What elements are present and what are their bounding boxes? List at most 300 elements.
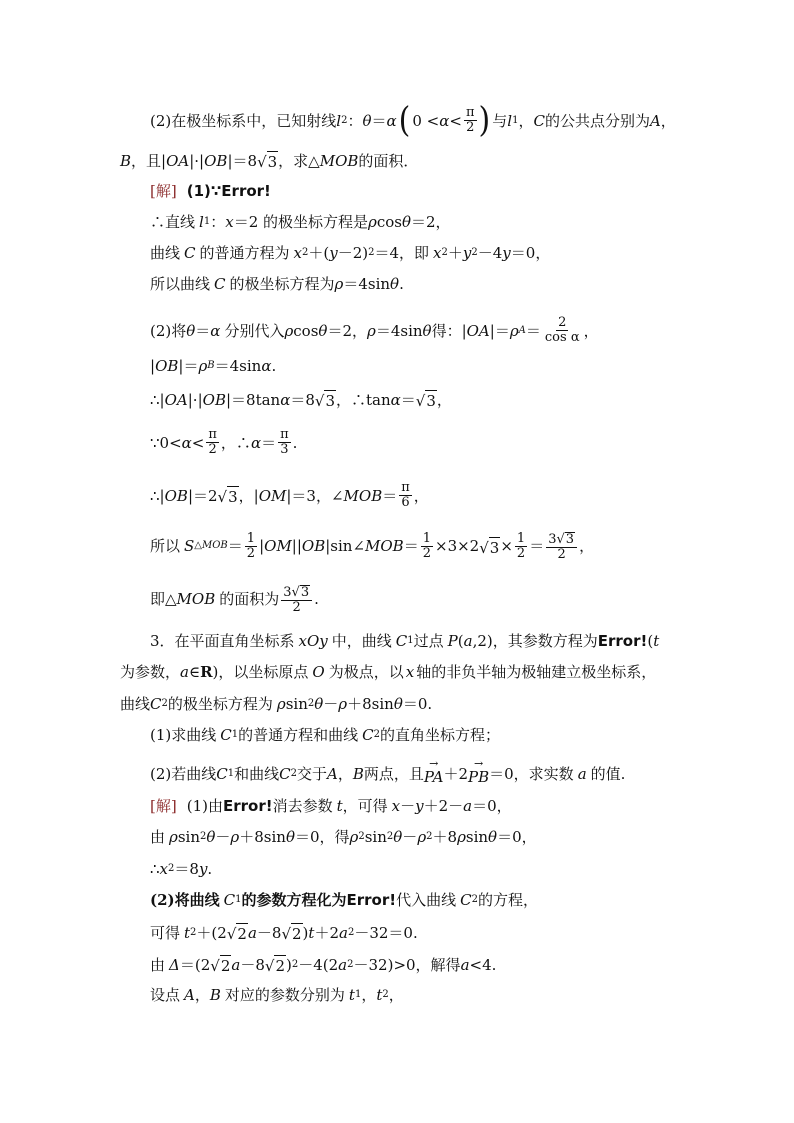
text: 得：| — [431, 321, 467, 340]
text: cos — [376, 213, 402, 231]
numerator: π — [208, 427, 217, 442]
text: ＝2， — [327, 321, 367, 340]
text-line-3 — [150, 181, 271, 201]
var: ρ — [349, 828, 359, 846]
vector-label: PA — [423, 768, 444, 786]
subscript: 1 — [354, 989, 362, 1000]
text: ＝ — [371, 111, 387, 130]
var: S — [184, 537, 195, 555]
text: Error! — [346, 891, 397, 909]
var: OB — [301, 537, 326, 555]
text: ＝ — [403, 537, 419, 555]
text: －8 — [240, 955, 265, 974]
numerator — [281, 583, 312, 601]
text: 代入曲线 — [396, 891, 457, 909]
text: ，∴tan — [336, 390, 391, 409]
denominator: 6 — [401, 495, 410, 510]
coef: 3 — [548, 532, 557, 547]
text: －4 — [477, 244, 503, 262]
text: ，可得 — [342, 797, 388, 815]
text: －4(2 — [298, 955, 339, 974]
subscript: 2 — [341, 114, 348, 126]
text: ，∴ — [220, 433, 251, 452]
text: sin — [465, 828, 489, 846]
text: ＝0. — [402, 695, 433, 713]
text: 的极坐标方程为 — [167, 695, 273, 713]
text: ∴ — [150, 860, 160, 878]
var: α — [250, 433, 262, 452]
text: Error! — [222, 797, 273, 815]
sqrt — [257, 149, 278, 172]
text: 的极坐标方程为 — [229, 275, 335, 293]
radicand: 2 — [220, 957, 231, 975]
var: C — [533, 111, 545, 130]
text: × — [500, 537, 513, 555]
var: l — [336, 111, 342, 130]
text: | — [259, 537, 265, 555]
text-line-22 — [150, 890, 538, 910]
text-line-17 — [150, 725, 500, 745]
subscript: 2 — [382, 989, 389, 1000]
numerator: π — [465, 105, 475, 120]
text: ， — [361, 986, 377, 1004]
sqrt — [557, 530, 576, 547]
var: C — [279, 765, 291, 783]
text: 为极点，以 — [328, 663, 404, 681]
text: |·| — [187, 390, 203, 409]
text: ＋(2 — [196, 923, 227, 942]
text: ＋8sin — [239, 828, 286, 846]
text: ＝ — [227, 537, 243, 555]
var: a — [463, 797, 473, 815]
text: < — [449, 111, 462, 130]
sqrt — [210, 953, 231, 976]
var: ρ — [417, 828, 427, 846]
text-line-9 — [150, 388, 452, 411]
var: ρ — [276, 695, 286, 713]
text: ×3×2 — [435, 537, 480, 555]
text: ： — [347, 111, 363, 130]
text: (2)在极坐标系中，已知射线 — [150, 111, 337, 130]
text: ∴直线 — [150, 213, 196, 231]
text: )，以坐标原点 — [212, 663, 309, 681]
text-line-18 — [150, 757, 626, 787]
text: ， — [194, 986, 210, 1004]
radicand: 3 — [267, 153, 278, 171]
text: ，| — [238, 486, 259, 505]
text: ，且| — [131, 151, 167, 170]
denominator: 2 — [466, 120, 475, 135]
text-line-24 — [150, 953, 496, 976]
text: ： — [210, 213, 226, 231]
superscript: 2 — [168, 863, 175, 874]
numerator: 2 — [558, 315, 567, 330]
text: ＝0， — [472, 797, 512, 815]
radical: √ — [281, 925, 291, 943]
text: 交于 — [296, 765, 327, 783]
text: ∈ — [188, 663, 201, 681]
var: θ — [285, 828, 295, 846]
text: |＝ — [178, 357, 199, 375]
var: Δ — [169, 955, 180, 974]
text: 的值. — [590, 765, 626, 783]
var: α — [280, 390, 291, 409]
var: t — [336, 797, 343, 815]
text: 的方程， — [477, 891, 538, 909]
text: ＝8 — [290, 390, 315, 409]
text: ) — [302, 923, 309, 942]
var: a — [180, 663, 189, 681]
var: ρ — [198, 357, 208, 375]
text: . — [207, 860, 213, 878]
text: ＝ — [400, 390, 416, 409]
vector-label: PB — [468, 768, 490, 786]
subscript: 1 — [231, 729, 239, 740]
text: sin — [285, 695, 308, 713]
text: ＋ — [447, 244, 463, 262]
var: B — [352, 765, 364, 783]
var: θ — [393, 828, 403, 846]
text: ∵0< — [150, 433, 182, 452]
subscript: △MOB — [194, 540, 228, 551]
sqrt — [479, 535, 500, 558]
text-line-11 — [150, 481, 429, 510]
numerator: 1 — [246, 530, 256, 546]
var: θ — [422, 321, 432, 340]
text: 设点 — [150, 986, 181, 1004]
text-line-14 — [150, 631, 659, 651]
var: OM — [258, 486, 287, 505]
var: y — [329, 244, 338, 262]
var: a — [577, 765, 587, 783]
numerator: π — [401, 480, 410, 495]
text: . — [399, 275, 404, 293]
var: l — [507, 111, 513, 130]
var: A — [649, 111, 661, 130]
var: α — [390, 390, 401, 409]
radical: √ — [217, 488, 228, 506]
text: R — [200, 663, 213, 681]
subscript: 2 — [373, 729, 380, 740]
denominator: 2 — [422, 545, 431, 561]
text: ＝4sin — [343, 275, 391, 293]
superscript: 2 — [368, 247, 375, 258]
var: C — [362, 726, 374, 744]
radicand: 3 — [426, 392, 436, 410]
text: ＝ — [525, 321, 541, 340]
text: |＝8tan — [225, 390, 281, 409]
vector-arrow: → — [473, 757, 484, 770]
text: ＝ — [529, 537, 545, 555]
var: θ — [362, 111, 372, 130]
text-line-15 — [120, 662, 656, 682]
radical: √ — [479, 538, 489, 557]
denominator: 2 — [292, 600, 301, 615]
text: ， — [413, 486, 429, 505]
superscript: 2 — [190, 926, 197, 938]
text: 两点，且 — [363, 765, 424, 783]
text: 对应的参数分别为 — [224, 986, 345, 1004]
sqrt — [265, 953, 286, 976]
text: ＝ — [382, 486, 398, 505]
text-line-2 — [120, 149, 418, 172]
subscript: 1 — [512, 114, 519, 126]
var: α — [439, 111, 450, 130]
var: xOy — [298, 632, 328, 650]
text-line-25 — [150, 985, 404, 1005]
superscript: 2 — [386, 831, 394, 842]
text: |＝ — [489, 321, 510, 340]
var: MOB — [365, 537, 404, 555]
text: ＋( — [308, 244, 330, 262]
text: 消去参数 — [272, 797, 333, 815]
fraction — [399, 481, 412, 510]
var: ρ — [368, 213, 377, 231]
text-line-1 — [150, 99, 676, 141]
text: 由 — [150, 955, 166, 974]
text: 分别代入 — [224, 321, 285, 340]
text: 为参数， — [120, 663, 181, 681]
var: OB — [164, 486, 188, 505]
vector — [423, 757, 444, 787]
text: ＋8sin — [347, 695, 394, 713]
paren-left: ( — [398, 99, 411, 141]
var: ρ — [334, 275, 344, 293]
radical: √ — [226, 925, 237, 943]
solution-tag: [解] — [150, 797, 177, 815]
var: MOB — [343, 486, 383, 505]
text: ＝2， — [411, 213, 451, 231]
text-line-16 — [120, 694, 432, 714]
numerator: π — [280, 427, 289, 442]
var: t — [653, 632, 660, 650]
var: C — [220, 726, 232, 744]
sqrt — [416, 388, 437, 411]
text: 过点 — [413, 632, 444, 650]
text: 3．在平面直角坐标系 — [150, 632, 295, 650]
text: 0 < — [412, 111, 440, 130]
subscript: 1 — [203, 216, 211, 227]
radical: √ — [264, 957, 275, 975]
text: － — [323, 695, 339, 713]
text: 和曲线 — [234, 765, 280, 783]
denominator: 2 — [208, 442, 217, 457]
radicand: 2 — [275, 957, 285, 975]
var: C — [184, 244, 196, 262]
fraction — [278, 428, 291, 457]
var: x — [225, 213, 234, 231]
text: || — [291, 537, 302, 555]
radical: √ — [556, 532, 565, 547]
var: a — [463, 632, 473, 650]
text: ＝2 的极坐标方程是 — [233, 213, 368, 231]
text: ＋8 — [432, 828, 458, 846]
var: α — [261, 357, 272, 375]
radical: √ — [415, 392, 426, 410]
sqrt — [227, 921, 248, 944]
text: ， — [518, 111, 534, 130]
superscript: 2 — [471, 247, 478, 258]
text: ＝4，即 — [374, 244, 430, 262]
var: θ — [488, 828, 498, 846]
fraction — [543, 316, 582, 345]
var: θ — [390, 275, 400, 293]
coef: 3 — [283, 585, 292, 600]
text: 的普通方程为 — [199, 244, 290, 262]
var: α — [181, 433, 192, 452]
radicand: 3 — [325, 392, 335, 410]
text-line-6 — [150, 274, 404, 294]
text: －32)>0，解得 — [353, 955, 461, 974]
var: θ — [401, 213, 411, 231]
superscript: 2 — [347, 926, 355, 938]
radical: √ — [314, 392, 325, 410]
var: t — [308, 923, 315, 942]
superscript: 2 — [358, 831, 365, 842]
solution-tag: [解] — [150, 182, 177, 200]
text: (2)将曲线 — [150, 891, 220, 909]
text: 与 — [492, 111, 508, 130]
denominator: 2 — [557, 547, 566, 562]
var: θ — [318, 321, 328, 340]
var: θ — [393, 695, 403, 713]
text-line-4 — [150, 212, 451, 232]
sqrt — [218, 484, 239, 507]
fraction — [281, 583, 312, 615]
text: ＝0，求实数 — [489, 765, 574, 783]
radical: √ — [257, 153, 267, 171]
var: a — [460, 955, 470, 974]
text: ， — [660, 111, 676, 130]
sqrt — [315, 388, 336, 411]
var: MOB — [319, 151, 359, 170]
var: ρ — [284, 321, 294, 340]
text: 即△ — [150, 590, 177, 608]
radical: √ — [210, 957, 220, 975]
text: 轴的非负半轴为极轴建立极坐标系， — [416, 663, 657, 681]
var: C — [214, 275, 226, 293]
text-line-20 — [150, 827, 537, 847]
fraction — [245, 532, 257, 561]
text: |＝3，∠ — [286, 486, 344, 505]
superscript: 2 — [426, 831, 433, 842]
superscript: 2 — [291, 958, 299, 970]
text: ＝0， — [497, 828, 537, 846]
text: －8 — [256, 923, 282, 942]
fraction — [421, 532, 433, 561]
text: 由 — [150, 828, 166, 846]
fraction — [464, 106, 477, 135]
var: C — [150, 695, 162, 713]
text: ， — [579, 537, 595, 555]
text: ＝4sin — [375, 321, 423, 340]
var: B — [120, 151, 132, 170]
var: θ — [186, 321, 196, 340]
text: － — [402, 828, 418, 846]
text: (2)若曲线 — [150, 765, 217, 783]
var: OB — [204, 151, 228, 170]
text: ＝ — [261, 433, 277, 452]
var: O — [312, 663, 325, 681]
var: θ — [314, 695, 324, 713]
text: － — [400, 797, 416, 815]
text: 曲线 — [150, 244, 181, 262]
radical: √ — [291, 585, 300, 600]
text: －32＝0. — [354, 923, 418, 942]
text: 中，曲线 — [331, 632, 392, 650]
text: (1)∵Error! — [186, 182, 271, 200]
text: － — [215, 828, 231, 846]
var: ρ — [457, 828, 466, 846]
vector — [468, 757, 490, 787]
subscript: 2 — [471, 894, 478, 905]
text: | — [150, 357, 156, 375]
text: ＋2 — [443, 765, 469, 783]
text: . — [314, 590, 319, 608]
var: A — [184, 986, 195, 1004]
subscript: 2 — [161, 698, 168, 709]
var: MOB — [176, 590, 216, 608]
var: θ — [206, 828, 216, 846]
text: 所以曲线 — [150, 275, 211, 293]
text: ,2)，其参数方程为 — [472, 632, 598, 650]
text: ) — [285, 955, 292, 974]
text: 的公共点分别为 — [544, 111, 650, 130]
text: |·| — [189, 151, 205, 170]
var: OA — [166, 151, 190, 170]
superscript: 2 — [307, 698, 315, 709]
text: |＝8 — [227, 151, 258, 170]
vector-arrow: → — [429, 757, 439, 770]
subscript: 1 — [235, 894, 242, 905]
fraction — [515, 532, 527, 561]
var: a — [231, 955, 241, 974]
numerator: 1 — [516, 530, 526, 546]
text-line-7 — [150, 316, 599, 345]
denominator: 2 — [516, 545, 526, 561]
var: x — [293, 244, 302, 262]
text-line-12 — [150, 530, 594, 562]
var: t — [184, 923, 191, 942]
var: C — [223, 891, 236, 909]
var: a — [247, 923, 257, 942]
text: sin — [177, 828, 200, 846]
text: ＝ — [195, 321, 211, 340]
sqrt — [281, 921, 302, 944]
var: y — [462, 244, 472, 262]
var: ρ — [509, 321, 519, 340]
text: ∴| — [150, 486, 165, 505]
text: 的直角坐标方程； — [379, 726, 500, 744]
var: t — [348, 986, 355, 1004]
var: x — [433, 244, 442, 262]
text: (1)求曲线 — [150, 726, 217, 744]
text: 的面积为 — [219, 590, 280, 608]
var: y — [198, 860, 208, 878]
subscript: B — [207, 360, 215, 371]
text: sin — [364, 828, 387, 846]
var: OM — [264, 537, 292, 555]
text: ＝0， — [510, 244, 551, 262]
text: . — [271, 357, 277, 375]
text: ＝0，得 — [294, 828, 350, 846]
var: OB — [155, 357, 179, 375]
superscript: 2 — [441, 247, 448, 258]
var: B — [209, 986, 221, 1004]
text: ＝(2 — [179, 955, 211, 974]
text-line-10 — [150, 428, 297, 457]
text: ＋2－ — [423, 797, 464, 815]
